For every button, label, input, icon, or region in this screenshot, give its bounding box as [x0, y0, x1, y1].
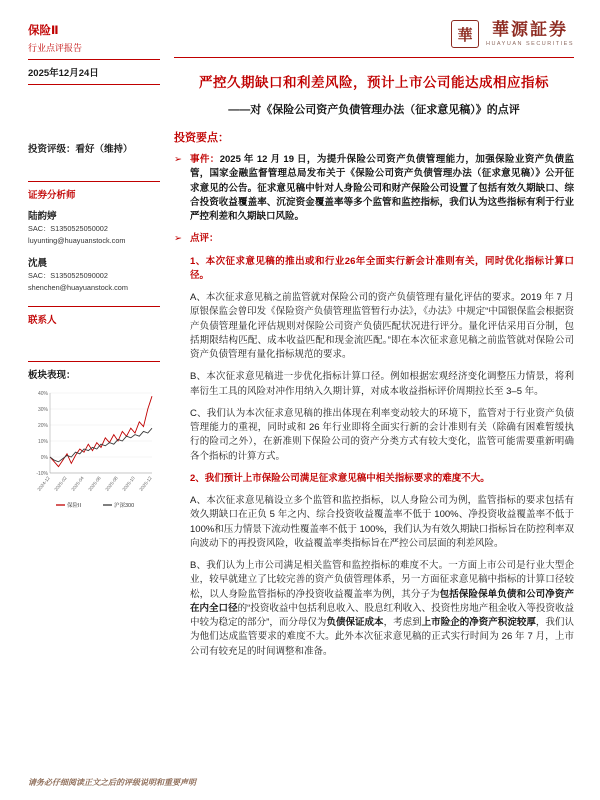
contact-section — [28, 306, 160, 347]
header — [28, 20, 574, 121]
analyst-name: 沈晨 — [28, 258, 48, 269]
svg-text:2024-12: 2024-12 — [36, 475, 51, 492]
svg-text:沪深300: 沪深300 — [114, 503, 135, 509]
sector-label: 保险Ⅱ — [28, 25, 59, 37]
sector-performance-chart — [28, 388, 158, 520]
investment-rating — [28, 141, 160, 155]
event-paragraph — [174, 153, 574, 224]
svg-text:30%: 30% — [37, 406, 48, 413]
analyst-sac: SAC：S1350525090002 — [28, 271, 108, 280]
svg-text:2025-06: 2025-06 — [87, 475, 102, 492]
paragraph-2b — [190, 559, 574, 659]
paragraph-1b: B、本次征求意见稿进一步优化指标计算口径。例如根据宏观经济变化调整压力情景，将利率衍生工具的风险对冲作用纳入久期计算，对成本收益指标评价周期拉长至 3–5 年。 — [190, 371, 574, 397]
comment-header — [174, 232, 574, 246]
svg-text:40%: 40% — [37, 390, 48, 397]
paragraph-1c: C、我们认为本次征求意见稿的推出体现在利率变动较大的环境下，监管对于行业资产负债管理能力的重视，同时或和 26 年行业即将全面实行新的会计准则有关（除确有困难暂缓执行的险司之外），在新准则下保险公司的资产分类方式有较大变化，监管可能需要重新明确各个指标的计算方式。 — [190, 407, 574, 462]
report-type-label: 行业点评报告 — [28, 43, 83, 53]
report-subtitle: ——对《保险公司资产负债管理办法（征求意见稿）》的点评 — [228, 104, 520, 116]
divider — [28, 84, 160, 85]
analyst-sac: SAC：S1350525050002 — [28, 224, 108, 233]
analyst-card — [28, 255, 160, 292]
rating-label: 投资评级： — [28, 144, 76, 155]
analyst-card — [28, 208, 160, 245]
analyst-email-link[interactable]: luyunting@huayuanstock.com — [28, 236, 126, 245]
performance-section-title: 板块表现： — [28, 370, 76, 381]
svg-text:2025-10: 2025-10 — [121, 475, 136, 492]
analyst-name: 陆韵婷 — [28, 211, 57, 222]
paragraph-2b-bold: 负债保证成本 — [326, 617, 384, 628]
svg-text:-10%: -10% — [36, 470, 48, 477]
brand-logo — [174, 20, 574, 48]
paragraph-2b-bold: 上市险企的净资产积淀较厚 — [421, 617, 536, 628]
svg-text:2025-08: 2025-08 — [104, 475, 119, 492]
svg-text:20%: 20% — [37, 422, 48, 429]
body — [28, 127, 574, 667]
svg-text:10%: 10% — [37, 438, 48, 445]
event-text: 2025 年 12 月 19 日，为提升保险公司资产负债管理能力，加强保险业资产负债监管，国家金融监督管理总局发布关于《保险公司资产负债管理办法（征求意见稿）》公开征求意见的公告。征求意见稿中针对人身险公司和财产保险公司设置了包括有效久期缺口、综合投资收益覆盖率、沉淀资金覆盖率等多个监管和监控指标，我们认为这些指标有利于行业严控利差和久期缺口风险。 — [190, 154, 574, 222]
brand-name-cn: 華源証券 — [491, 20, 568, 40]
paragraph-2b-text: 的“投资收益中包括利息收入、股息红利收入、投资性房地产租金收入等投资收益中较为稳定的部分”，而分母仅为 — [190, 602, 574, 628]
brand-text — [486, 21, 574, 47]
rating-value: 看好（维持） — [75, 144, 133, 155]
main-content — [174, 127, 574, 667]
header-left — [28, 20, 160, 121]
contact-empty — [28, 333, 160, 347]
key-points-title: 投资要点： — [174, 132, 229, 144]
heading-2: 2、我们预计上市保险公司满足征求意见稿中相关指标要求的难度不大。 — [190, 472, 490, 484]
paragraph-2b-text: ，我们认为他们达成监管要求的难度不大。此外本次征求意见稿的正式实行时间为 26 年 7 月，上市公司有较充足的时间调整和准备。 — [190, 617, 574, 657]
bullet-arrow-icon: ➢ — [174, 154, 182, 165]
heading-1: 1、本次征求意见稿的推出或和行业26年全面实行新会计准则有关，同时优化指标计算口径。 — [190, 255, 574, 281]
contact-section-title: 联系人 — [28, 315, 57, 326]
divider — [28, 59, 160, 60]
svg-text:保险II: 保险II — [67, 503, 82, 509]
svg-text:0%: 0% — [40, 454, 48, 461]
paragraph-2b-text: B、我们认为上市公司满足相关监管和监控指标的难度不大。一方面上市公司是行业大型企业，较早就建立了比较完善的资产负债管理体系，另一方面征求意见稿中指标的计算口径较松，以人身险监管指标的净投资收益覆盖率为例，其分子为 — [190, 560, 574, 600]
report-date: 2025年12月24日 — [28, 68, 99, 79]
paragraph-2b-bold: 包括保险保单负债和公司净资产在内全口径 — [190, 588, 574, 614]
analyst-email-link[interactable]: shenchen@huayuanstock.com — [28, 283, 128, 292]
svg-text:2025-12: 2025-12 — [138, 475, 153, 492]
paragraph-2a: A、本次征求意见稿设立多个监管和监控指标，以人身险公司为例，监管指标的要求包括有效久期缺口在正负 5 年之内、综合投资收益覆盖率不低于 100%、净投资收益覆盖率不低于 100%和压力情景下流动性覆盖率不低于 100%，我们认为有效久期缺口指标旨在防控利率双向波动下的再投资风险，收益覆盖率类指标旨在严控公司层面的利差风险。 — [190, 495, 574, 549]
disclaimer-footer: 请务必仔细阅读正文之后的评级说明和重要声明 — [28, 778, 196, 787]
bullet-arrow-icon: ➢ — [174, 233, 182, 245]
paragraph-2b-text: ，考虑到 — [383, 617, 422, 628]
comment-label: 点评： — [190, 233, 219, 245]
paragraph-1a: A、本次征求意见稿之前监管就对保险公司的资产负债管理有量化评估的要求。2019 年 7 月原银保监会曾印发《保险资产负债管理监管暂行办法》，《办法》中规定“中国银保监会根据资产负债管理量化评估规则对保险公司资产负债匹配状况进行评分。量化评估采用百分制，包括期限结构匹配、成本收益匹配和现金流匹配。”即在本次征求意见稿之前监管就对保险公司资产负债管理有量化指标规范的要求。 — [190, 292, 574, 360]
performance-section — [28, 361, 160, 522]
brand-name-en: HUAYUAN SECURITIES — [485, 40, 574, 47]
svg-text:2025-02: 2025-02 — [53, 475, 68, 492]
title-rule — [174, 57, 574, 58]
event-label: 事件： — [190, 154, 220, 165]
performance-chart-box — [28, 388, 160, 522]
svg-text:2025-04: 2025-04 — [70, 475, 85, 492]
report-title: 严控久期缺口和利差风险，预计上市公司能达成相应指标 — [199, 75, 549, 90]
analyst-section-title: 证券分析师 — [28, 190, 76, 201]
analyst-section — [28, 181, 160, 292]
sidebar — [28, 127, 160, 667]
brand-seal-icon: 華 — [451, 20, 479, 48]
header-right — [174, 20, 574, 121]
